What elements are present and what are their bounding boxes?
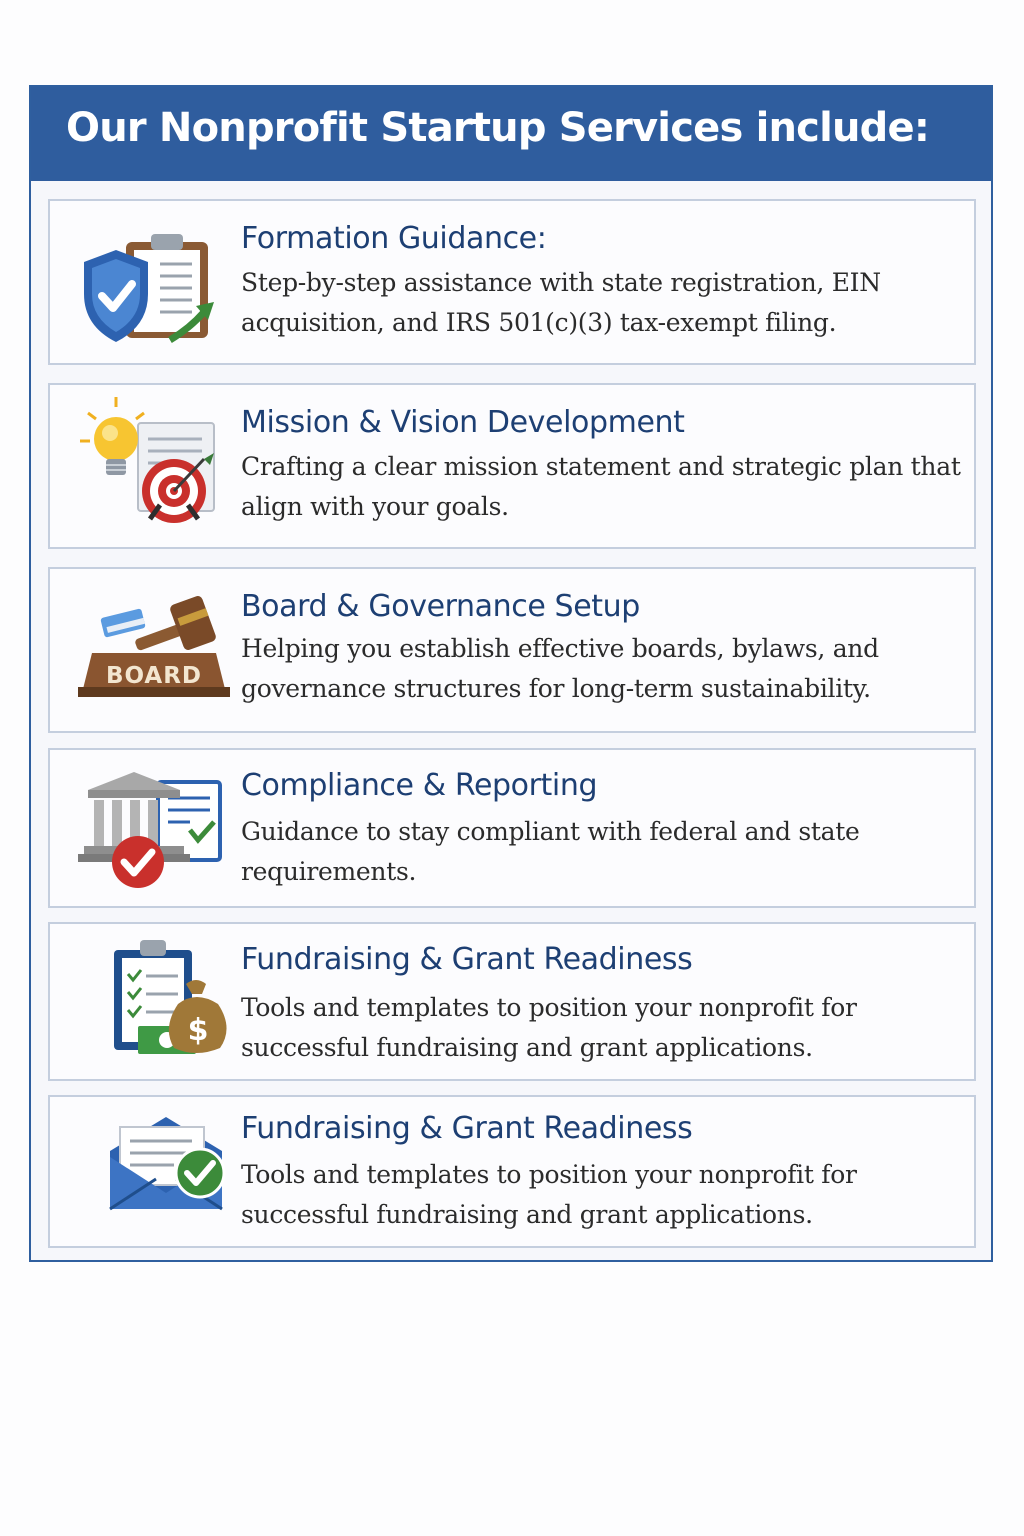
service-title: Fundraising & Grant Readiness <box>241 942 693 977</box>
service-title: Board & Governance Setup <box>241 589 640 624</box>
panel-title: Our Nonprofit Startup Services include: <box>66 105 930 151</box>
service-title: Mission & Vision Development <box>241 405 685 440</box>
panel-header <box>31 87 991 181</box>
service-title: Fundraising & Grant Readiness <box>241 1111 693 1146</box>
service-title: Formation Guidance: <box>241 221 547 256</box>
services-panel <box>29 85 993 1262</box>
service-description: Step-by-step assistance with state registration, EIN acquisition, and IRS 501(c)(3) tax-exempt filing. <box>241 268 881 337</box>
envelope-checkmark-icon <box>74 1105 234 1245</box>
government-building-checkmark-icon <box>74 760 234 900</box>
svg-text:$: $ <box>187 1013 209 1048</box>
service-card-mission <box>48 383 976 549</box>
service-card-compliance <box>48 748 976 908</box>
service-description: Crafting a clear mission statement and strategic plan that align with your goals. <box>241 452 961 521</box>
lightbulb-target-icon <box>74 393 234 533</box>
service-card-formation <box>48 199 976 365</box>
service-description: Helping you establish effective boards, bylaws, and governance structures for long-term sustainability. <box>241 634 879 703</box>
service-description: Guidance to stay compliant with federal and state requirements. <box>241 817 860 886</box>
service-title: Compliance & Reporting <box>241 768 598 803</box>
service-card-fundraising-2 <box>48 1095 976 1248</box>
svg-text:BOARD: BOARD <box>105 663 203 689</box>
checklist-money-bag-icon <box>74 932 234 1072</box>
clipboard-shield-check-icon <box>74 216 234 356</box>
service-card-fundraising <box>48 922 976 1081</box>
service-card-board <box>48 567 976 733</box>
service-description: Tools and templates to position your nonprofit for successful fundraising and grant applications. <box>241 1160 857 1229</box>
service-description: Tools and templates to position your nonprofit for successful fundraising and grant applications. <box>241 993 857 1062</box>
gavel-board-icon <box>74 583 234 723</box>
